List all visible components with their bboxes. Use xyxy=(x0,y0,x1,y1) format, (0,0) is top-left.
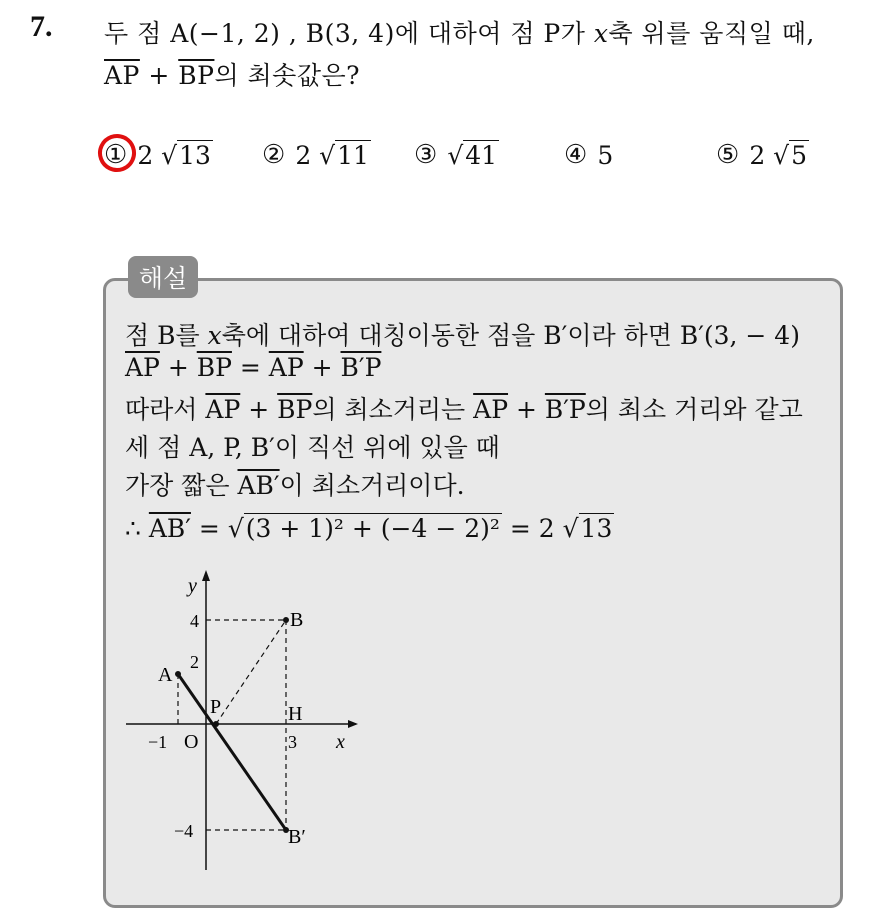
segment-pb-dashed xyxy=(216,620,286,724)
coordinate-graph xyxy=(118,560,378,880)
question-number: 7. xyxy=(30,10,53,43)
choice-1[interactable] xyxy=(104,140,213,170)
choice-2-mark: ② xyxy=(262,140,286,170)
question-line-2 xyxy=(104,56,360,92)
solution-line-4: 세 점 A, P, B′이 직선 위에 있을 때 xyxy=(125,433,500,462)
question-text-c: 의 최솟값은? xyxy=(214,61,361,90)
tick-y-neg4: −4 xyxy=(174,821,194,841)
choice-1-mark: ① xyxy=(104,140,128,170)
choice-4-value: 5 xyxy=(597,140,614,170)
solution-line-3: 따라서 $\overline{AP} + \overline{BP}$의 최소거리는 $\overline{AP} + B'P$의 최소 거리와 같고 xyxy=(125,395,803,424)
label-b: B xyxy=(290,609,304,631)
choice-2-value: 2 √11 xyxy=(295,140,369,170)
solution-line-5: 가장 짧은 AB′이 최소거리이다. xyxy=(125,471,465,500)
y-axis-arrow xyxy=(202,570,210,581)
solution-line-6: ∴ AB′ = √(3 + 1)² + (−4 − 2)² = 2 √13 xyxy=(125,514,613,543)
point-a xyxy=(175,671,181,677)
question-line-1 xyxy=(104,14,815,50)
plus-sign: + xyxy=(139,61,179,90)
tick-x-3: 3 xyxy=(288,732,297,752)
label-p: P xyxy=(210,696,222,718)
label-y-axis: y xyxy=(188,575,197,597)
label-b-prime: B′ xyxy=(288,826,306,848)
segment-bp: $\overline{BP}$ xyxy=(178,61,215,90)
point-b xyxy=(283,617,289,623)
choice-5-value: 2 √5 xyxy=(749,140,808,170)
label-x-axis: x xyxy=(336,731,345,753)
tick-x-neg1: −1 xyxy=(148,732,168,752)
choice-2[interactable] xyxy=(262,140,371,170)
question-var: x xyxy=(593,19,609,48)
choice-3[interactable] xyxy=(414,140,499,170)
choice-3-value: √41 xyxy=(447,140,498,170)
choice-4[interactable] xyxy=(564,140,613,170)
question-text-a: 두 점 A(−1, 2) , B(3, 4)에 대하여 점 P가 xyxy=(104,19,594,48)
tick-y-4: 4 xyxy=(190,611,199,631)
solution-line-2: $\overline{AP} + \overline{BP} = \overline{AP} + B'P$ xyxy=(125,353,382,382)
solution-tag: 해설 xyxy=(128,256,198,298)
point-p xyxy=(213,721,219,727)
choice-5[interactable] xyxy=(716,140,809,170)
x-axis-arrow xyxy=(348,720,358,728)
choice-1-value: 2 √13 xyxy=(137,140,211,170)
choice-5-mark: ⑤ xyxy=(716,140,740,170)
question-text-b: 축 위를 움직일 때, xyxy=(608,19,815,48)
label-h: H xyxy=(288,703,303,725)
solution-line-1: 점 B를 x축에 대하여 대칭이동한 점을 B′이라 하면 B′(3, − 4) xyxy=(125,321,800,350)
segment-ap: $\overline{AP}$ xyxy=(104,61,140,90)
choice-3-mark: ③ xyxy=(414,140,438,170)
tick-y-2: 2 xyxy=(190,652,199,672)
choice-4-mark: ④ xyxy=(564,140,588,170)
label-a: A xyxy=(158,664,173,686)
label-origin: O xyxy=(184,731,199,753)
